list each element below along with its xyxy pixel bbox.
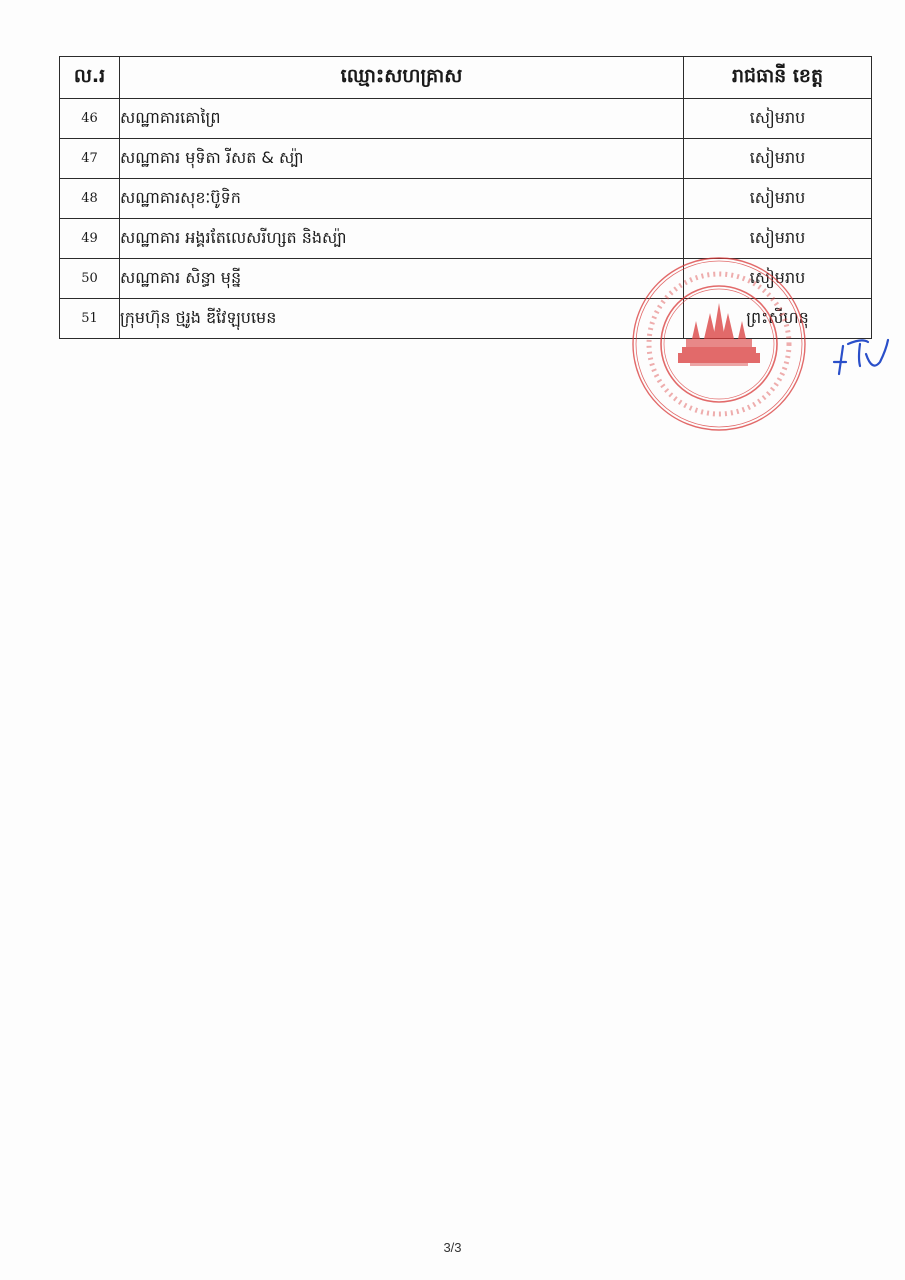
row-enterprise-name: សណ្ឋាគារគោព្រៃ — [120, 99, 684, 139]
row-number: 46 — [60, 99, 120, 139]
row-number: 49 — [60, 219, 120, 259]
row-province: សៀមរាប — [684, 179, 872, 219]
table-row — [60, 99, 872, 139]
row-enterprise-name: សណ្ឋាគារសុខៈប៊ូទិក — [120, 179, 684, 219]
row-province: សៀមរាប — [684, 99, 872, 139]
row-enterprise-name: សណ្ឋាគារ អង្គរតែលេសរីហ្សត និងស្ប៉ា — [120, 219, 684, 259]
row-number: 47 — [60, 139, 120, 179]
table-row — [60, 219, 872, 259]
page-number: 3/3 — [443, 1240, 462, 1255]
header-province: រាជធានី ខេត្ត — [684, 57, 872, 99]
row-number: 51 — [60, 299, 120, 339]
row-enterprise-name: សណ្ឋាគារ មុទិតា រីសត & ស្ប៉ា — [120, 139, 684, 179]
header-enterprise-name: ឈ្មោះសហគ្រាស — [120, 57, 684, 99]
row-province: សៀមរាប — [684, 219, 872, 259]
row-enterprise-name: សណ្ឋាគារ សិន្ធា មុន្នី — [120, 259, 684, 299]
table-header-row — [60, 57, 872, 99]
enterprise-table — [59, 56, 872, 339]
row-province: សៀមរាប — [684, 259, 872, 299]
table-row — [60, 139, 872, 179]
row-number: 48 — [60, 179, 120, 219]
row-enterprise-name: ក្រុមហ៊ុន ថ្មរូង ឌីវែឡុបមេន — [120, 299, 684, 339]
row-province: សៀមរាប — [684, 139, 872, 179]
table-row — [60, 259, 872, 299]
table-row — [60, 179, 872, 219]
table-row — [60, 299, 872, 339]
header-number: ល.រ — [60, 57, 120, 99]
row-number: 50 — [60, 259, 120, 299]
row-province: ព្រះសីហនុ — [684, 299, 872, 339]
